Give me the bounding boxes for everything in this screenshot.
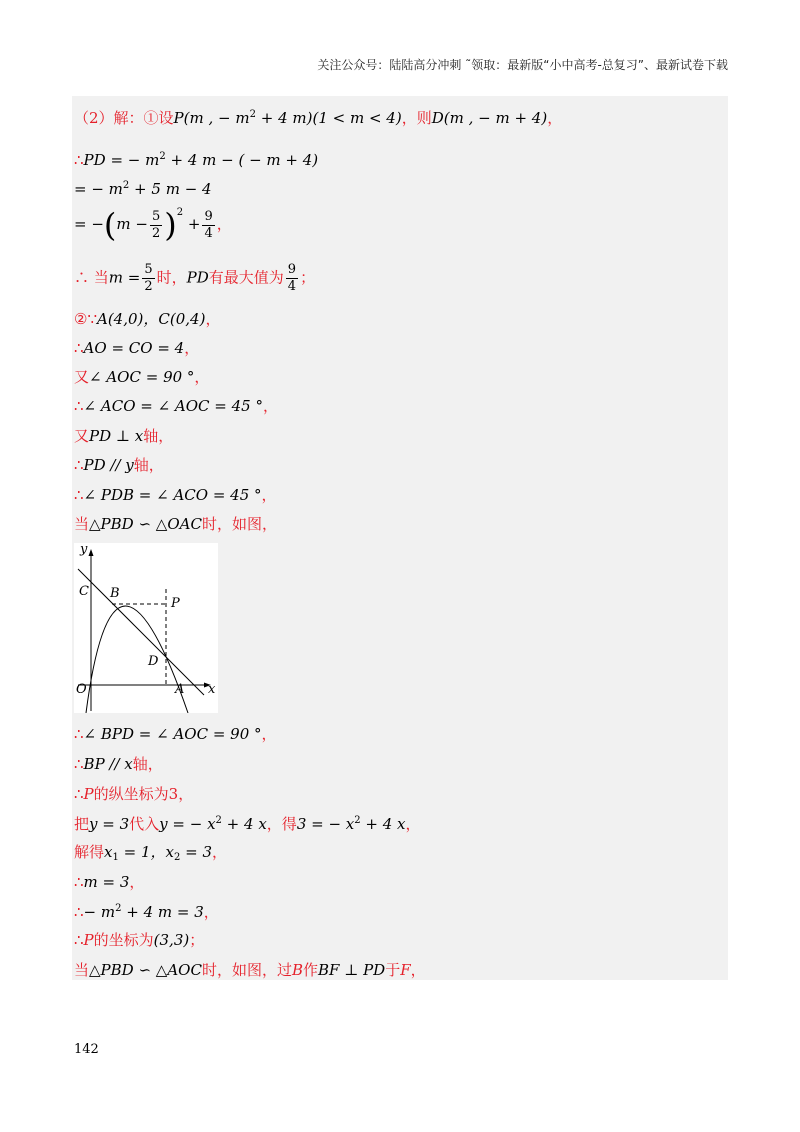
solution-line-16: ∴P的纵坐标为3， (74, 785, 194, 803)
solution-line-2: ∴PD = − $m^2 + 4$ m − ( − m + 4) (74, 151, 319, 169)
fraction-5-2: $\frac{5}{2}$ (144, 262, 153, 294)
solution-line-19: ∴m = 3， (74, 873, 145, 891)
label-c: C (79, 584, 89, 599)
page-header: 关注公众号：陆陆高分冲刺 ˜领取：最新版“小中高考-总复习”、最新试卷下载 (317, 58, 728, 72)
label-d: D (148, 654, 159, 669)
parabola-curve (86, 606, 188, 713)
fraction-5-2: $\frac{5}{2}$ (151, 208, 161, 241)
parabola-figure (74, 543, 218, 713)
solution-line-4: = −(m − $\frac{5}{2}$ )$^2$ + $\frac{9}{4}$ ， (74, 206, 232, 244)
solution-line-11: ∴PD // y轴， (74, 456, 164, 474)
part-label: （2）解：①设 (74, 109, 174, 127)
solution-line-9: ∴∠ ACO = ∠ AOC = 45 °， (74, 397, 279, 415)
solution-line-8: 又∠ AOC = 90 °， (74, 368, 210, 386)
label-x: x (208, 682, 216, 697)
label-p: P (171, 596, 180, 611)
solution-line-22: 当△PBD ∽ △AOC时，如图，过B作BF ⊥ PD于F， (74, 961, 426, 979)
solution-line-1: （2）解：①设P(m , − $m^2 + 4$ m)(1 < m < 4)，则D(m , − m + 4)， (74, 109, 563, 127)
point-p: P (173, 109, 184, 127)
solution-line-13: 当△PBD ∽ △OAC时，如图， (74, 515, 277, 533)
label-a: A (175, 682, 185, 697)
solution-line-14: ∴∠ BPD = ∠ AOC = 90 °， (74, 725, 277, 743)
fraction-9-4: $\frac{9}{4}$ (287, 262, 297, 294)
solution-line-20: ∴− $m^2 + 4$ m = 3， (74, 903, 219, 921)
line-ac (78, 569, 204, 695)
solution-line-6: ②∵A(4,0)，C(0,4)， (74, 310, 221, 328)
label-y: y (80, 543, 88, 557)
parabola-diagram (74, 543, 218, 713)
solution-line-18: 解得$x_1 = 1$，$x_2 = 3$， (74, 843, 228, 863)
label-o: O (76, 682, 87, 697)
solution-line-5: ∴ 当m = $\frac{5}{2}$ 时，PD有最大值为 $\frac{9}{4}$ ； (74, 262, 316, 294)
y-axis-arrow-icon (89, 549, 94, 556)
solution-line-7: ∴AO = CO = 4， (74, 339, 200, 357)
page-number: 142 (74, 1042, 99, 1057)
solution-line-3: = − $m^2 + 5$ m − 4 (74, 180, 212, 198)
point-d: D (431, 109, 444, 127)
label-b: B (110, 586, 120, 601)
fraction-9-4: $\frac{9}{4}$ (204, 208, 213, 241)
solution-line-17: 把y = 3代入y = − $x^2 + 4$ x，得3 = − $x^2 + 4$ x， (74, 815, 421, 833)
solution-line-15: ∴BP // x轴， (74, 755, 163, 773)
solution-line-21: ∴P的坐标为(3,3)； (74, 931, 205, 949)
solution-line-10: 又PD ⊥ x轴， (74, 427, 174, 445)
solution-line-12: ∴∠ PDB = ∠ ACO = 45 °， (74, 486, 277, 504)
